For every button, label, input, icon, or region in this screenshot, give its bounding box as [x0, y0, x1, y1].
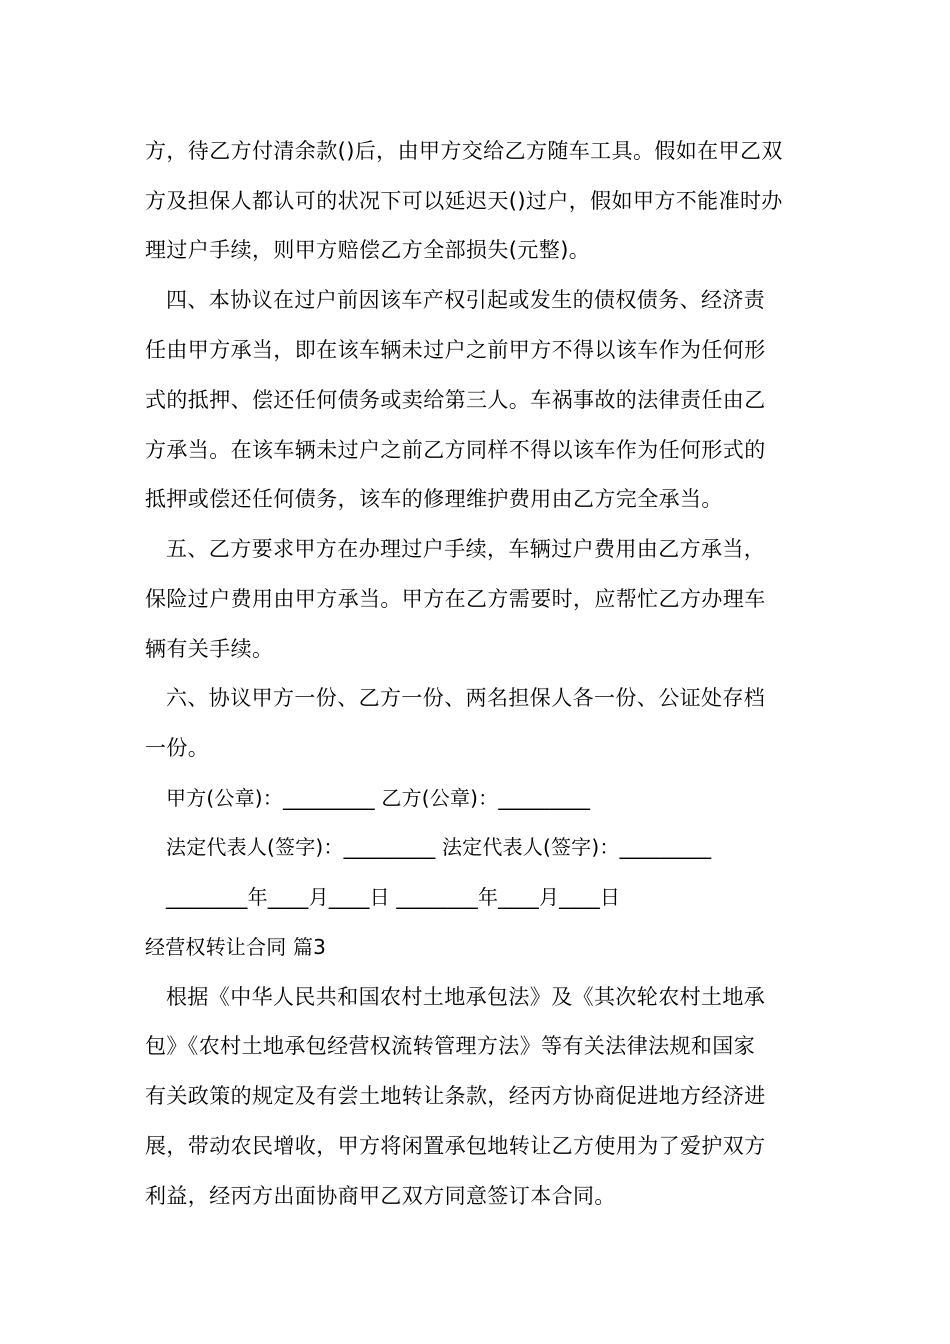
paragraph-line: 展，带动农民增收，甲方将闲置承包地转让乙方使用为了爱护双方	[145, 1134, 766, 1158]
paragraph-line: 四、本协议在过户前因该车产权引起或发生的债权债务、经济责	[166, 288, 766, 312]
paragraph-line: 方承当。在该车辆未过户之前乙方同样不得以该车作为任何形式的	[145, 438, 766, 462]
signature-seal-line: 甲方(公章)：_________ 乙方(公章)：_________	[166, 786, 591, 810]
paragraph-line: 保险过户费用由甲方承当。甲方在乙方需要时，应帮忙乙方办理车	[145, 587, 766, 611]
paragraph-line: 方，待乙方付清余款()后，由甲方交给乙方随车工具。假如在甲乙双	[145, 139, 783, 163]
section-heading: 经营权转让合同 篇3	[145, 935, 327, 959]
paragraph-line: 辆有关手续。	[145, 637, 274, 661]
paragraph-line: 理过户手续，则甲方赔偿乙方全部损失(元整)。	[145, 238, 591, 262]
paragraph-line: 六、协议甲方一份、乙方一份、两名担保人各一份、公证处存档	[166, 686, 766, 710]
signature-representative-line: 法定代表人(签字)：_________ 法定代表人(签字)：_________	[166, 835, 712, 859]
paragraph-line: 五、乙方要求甲方在办理过户手续，车辆过户费用由乙方承当，	[166, 537, 766, 561]
signature-date-line: ________年____月____日 ________年____月____日	[166, 885, 621, 909]
paragraph-line: 任由甲方承当，即在该车辆未过户之前甲方不得以该车作为任何形	[145, 338, 766, 362]
paragraph-line: 抵押或偿还任何债务，该车的修理维护费用由乙方完全承当。	[145, 487, 723, 511]
paragraph-line: 包》《农村土地承包经营权流转管理方法》等有关法律法规和国家	[145, 1034, 756, 1058]
paragraph-line: 有关政策的规定及有尝土地转让条款，经丙方协商促进地方经济进	[145, 1084, 766, 1108]
paragraph-line: 方及担保人都认可的状况下可以延迟天()过户，假如甲方不能准时办	[145, 189, 783, 213]
paragraph-line: 根据《中华人民共和国农村土地承包法》及《其次轮农村土地承	[166, 985, 766, 1009]
paragraph-line: 一份。	[145, 736, 210, 760]
paragraph-line: 式的抵押、偿还任何债务或卖给第三人。车祸事故的法律责任由乙	[145, 388, 766, 412]
paragraph-line: 利益，经丙方出面协商甲乙双方同意签订本合同。	[145, 1184, 616, 1208]
